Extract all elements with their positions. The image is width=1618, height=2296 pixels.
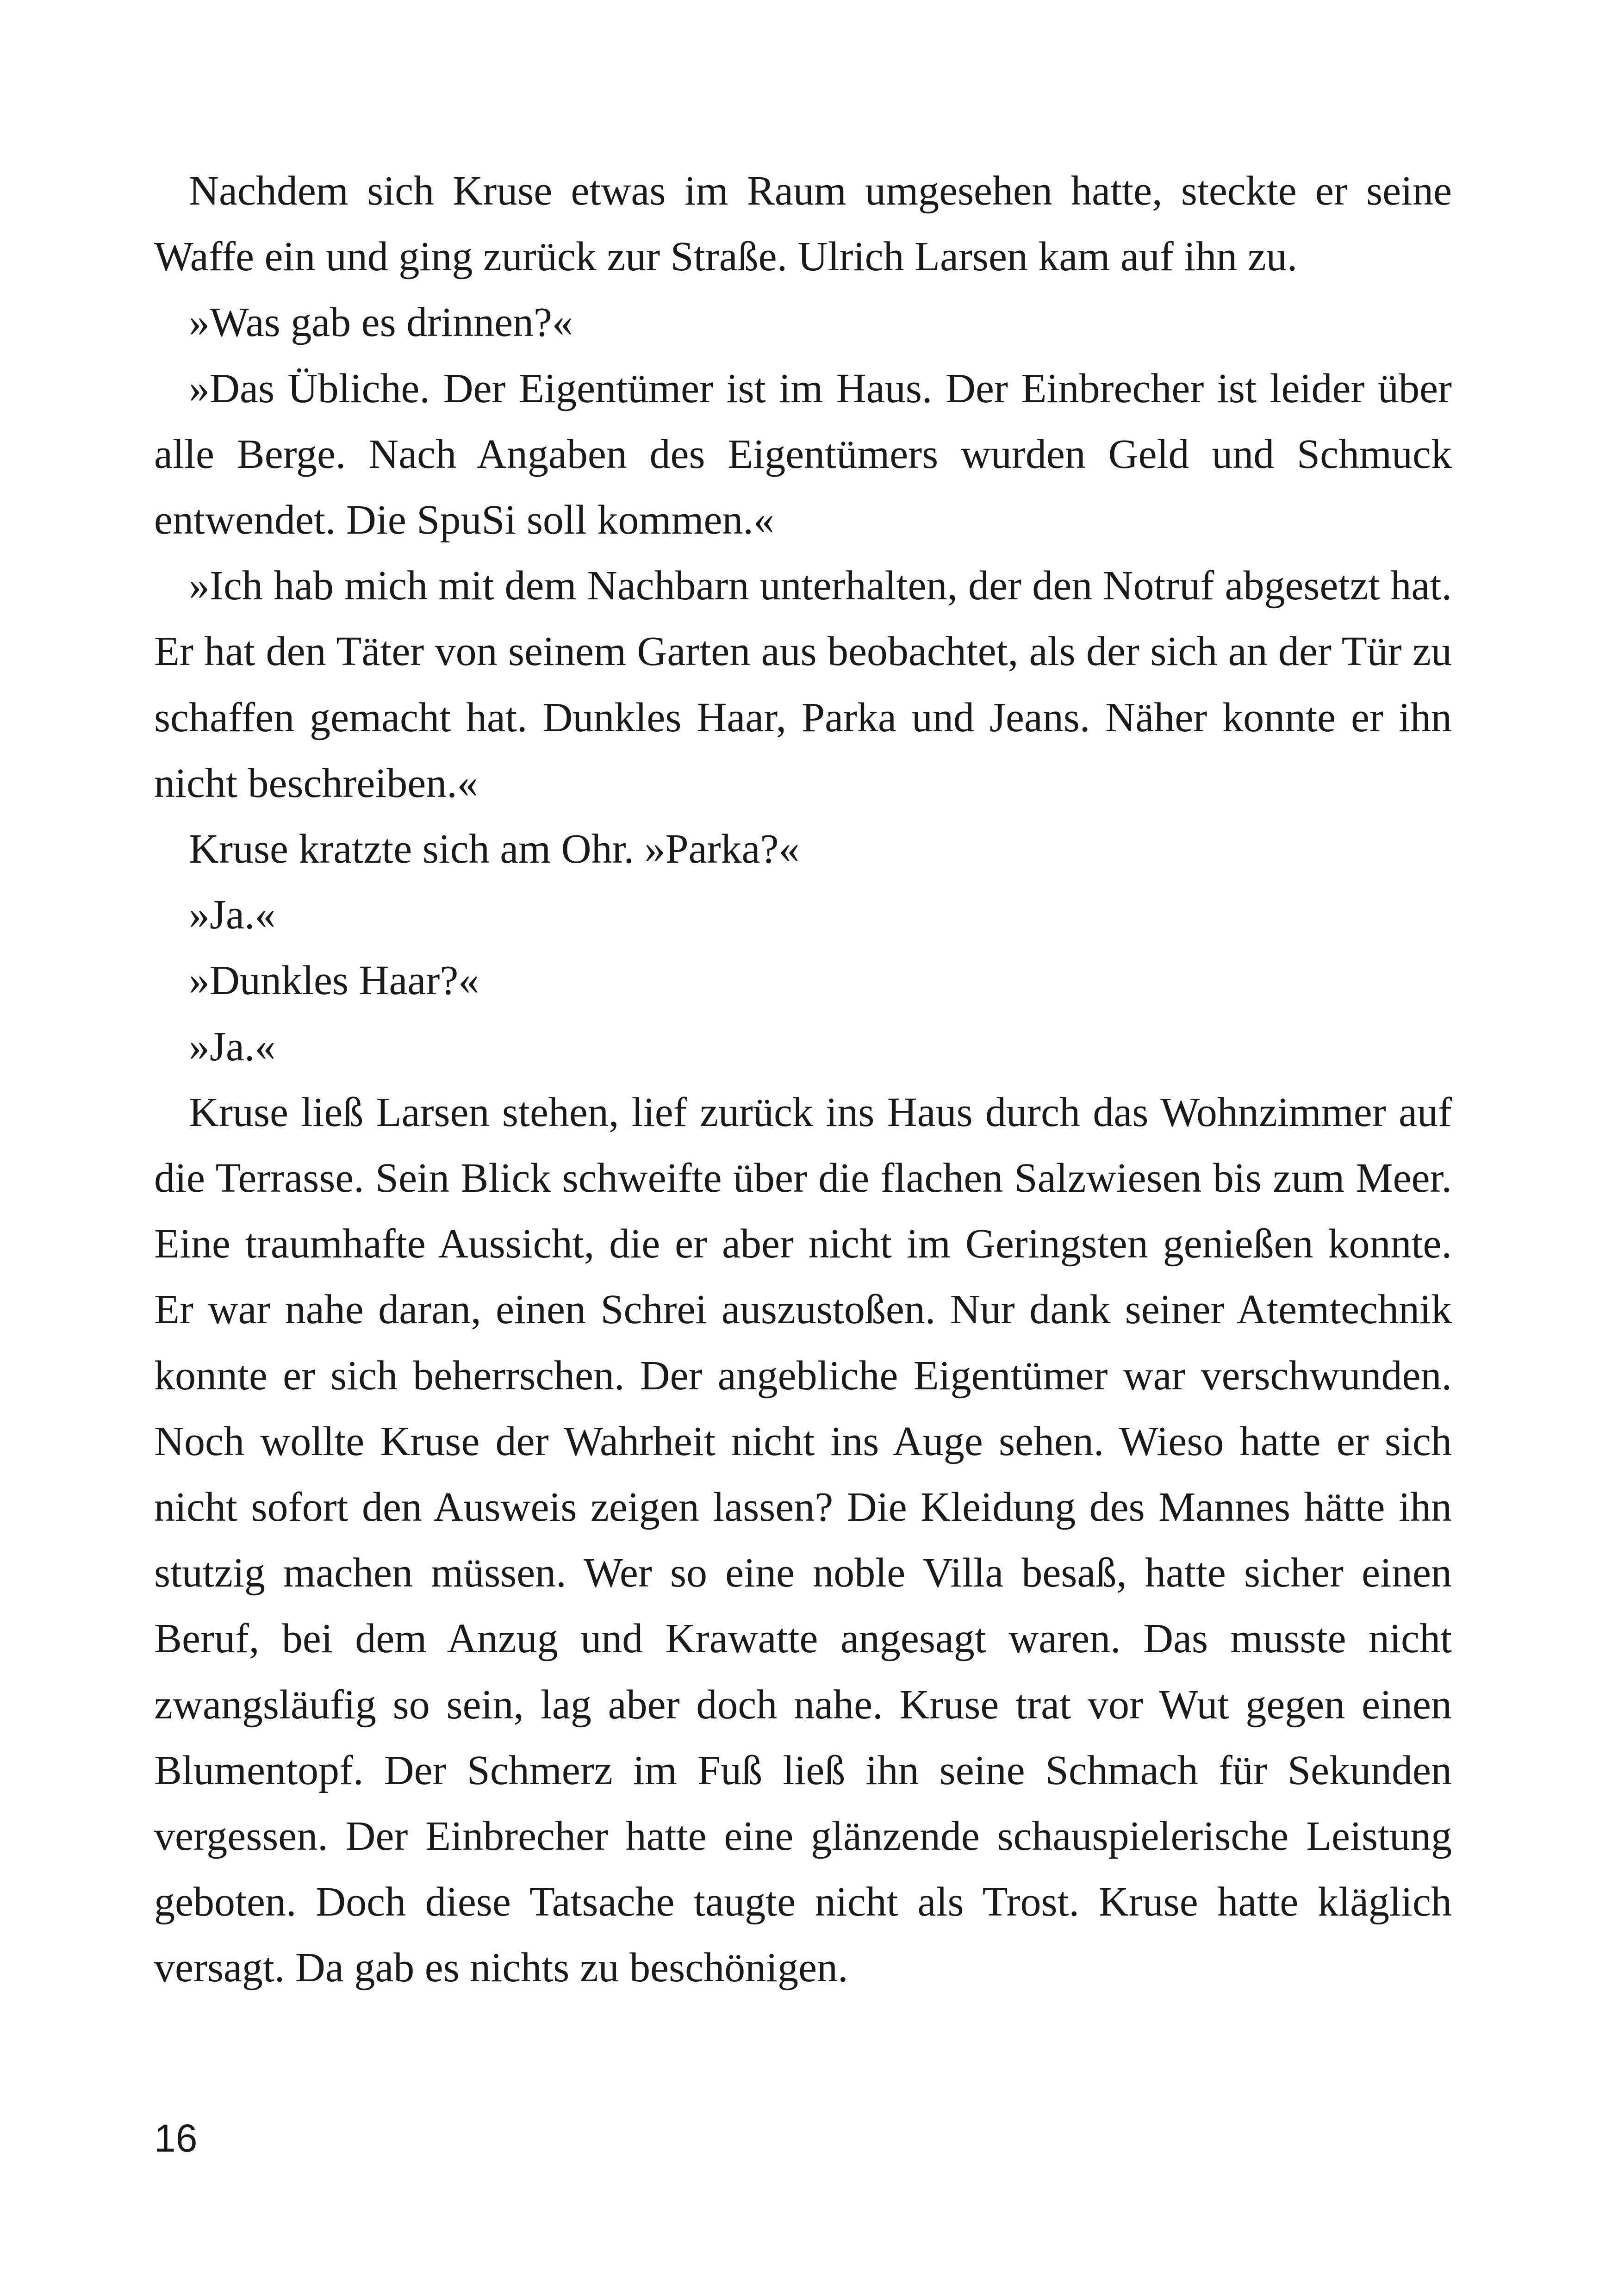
paragraph-4: »Ich hab mich mit dem Nachbarn unterhalten, der den Notruf abgesetzt hat. Er hat den Täter von seinem Garten aus beobachtet, als der sich an der Tür zu schaffen gemacht hat. Dunkles Haar, Parka und Jeans. Näher konnte er ihn nicht beschreiben.«	[154, 563, 1452, 806]
paragraph-7: »Dunkles Haar?«	[189, 958, 479, 1004]
paragraph-9: Kruse ließ Larsen stehen, lief zurück ins Haus durch das Wohnzimmer auf die Terrasse. Sein Blick schweifte über die flachen Salzwiesen bis zum Meer. Eine traumhafte Aussicht, die er aber nicht im Geringsten genießen konnte. Er war nahe daran, einen Schrei auszustoßen. Nur dank seiner Atemtechnik konnte er sich beherrschen. Der angebliche Eigentümer war verschwunden. Noch wollte Kruse der Wahrheit nicht ins Auge sehen. Wieso hatte er sich nicht sofort den Ausweis zeigen lassen? Die Kleidung des Mannes hätte ihn stutzig machen müssen. Wer so eine noble Villa besaß, hatte sicher einen Beruf, bei dem Anzug und Krawatte angesagt waren. Das musste nicht zwangsläufig so sein, lag aber doch nahe. Kruse trat vor Wut gegen einen Blumentopf. Der Schmerz im Fuß ließ ihn seine Schmach für Sekunden vergessen. Der Einbrecher hatte eine glänzende schauspielerische Leistung geboten. Doch diese Tatsache taugte nicht als Trost. Kruse hatte kläglich versagt. Da gab es nichts zu beschönigen.	[154, 1089, 1452, 1991]
paragraph-1: Nachdem sich Kruse etwas im Raum umgesehen hatte, steckte er seine Waffe ein und ging zurück zur Straße. Ulrich Larsen kam auf ihn zu.	[154, 168, 1452, 280]
body-text	[154, 158, 1452, 2001]
paragraph-3: »Das Übliche. Der Eigentümer ist im Haus. Der Einbrecher ist leider über alle Berge. Nach Angaben des Eigentümers wurden Geld und Schmuck entwendet. Die SpuSi soll kommen.«	[154, 365, 1452, 543]
paragraph-8: »Ja.«	[189, 1023, 276, 1070]
paragraph-6: »Ja.«	[189, 892, 276, 938]
page-number: 16	[154, 2116, 198, 2160]
paragraph-5: Kruse kratzte sich am Ohr. »Parka?«	[189, 826, 800, 872]
paragraph-2: »Was gab es drinnen?«	[189, 299, 573, 346]
